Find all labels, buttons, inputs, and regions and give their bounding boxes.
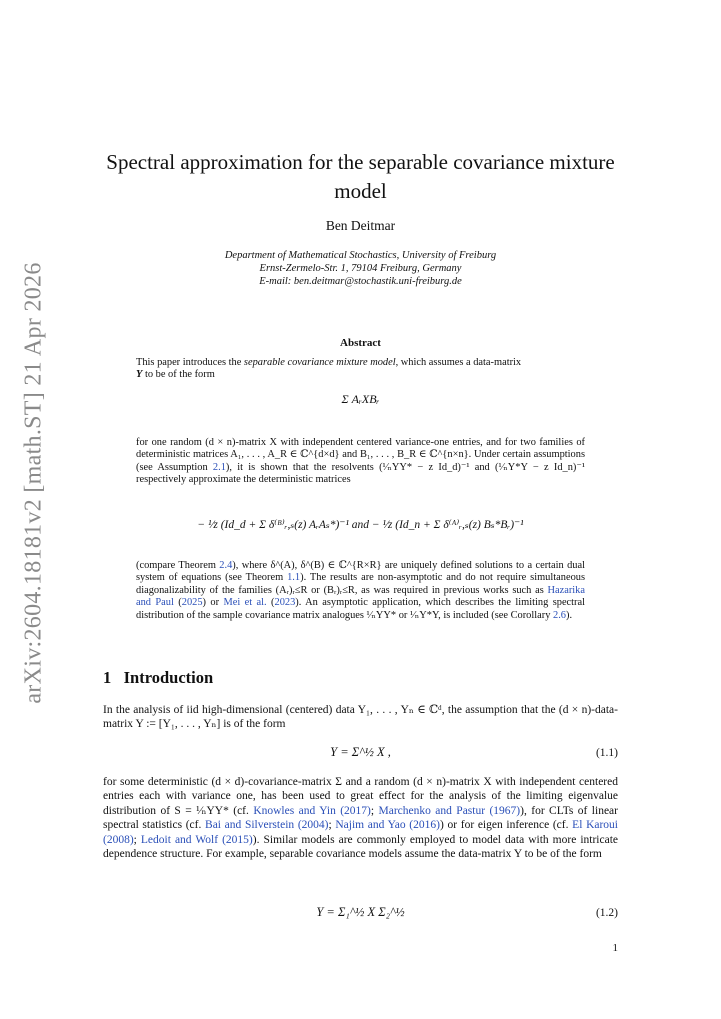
abstract-emphasis: separable covariance mixture model [243,357,396,368]
abstract-text: ) or [202,597,224,609]
abstract-text: ). An asymptotic application, which describes the limiting spectral distribution of the sample covariance matrix analogues ¹⁄ₙYY* or ¹⁄ₙY*Y, is included (see Corollary [136,597,586,621]
link-citation[interactable]: Bai and Silverstein (2004) [205,819,329,832]
link-citation[interactable]: Najim and Yao (2016) [335,819,440,832]
section-title: Introduction [123,668,214,687]
equation-text: − ¹⁄z (Id_d + Σ δ⁽ᴮ⁾ᵣ,ₛ(z) AᵣAₛ*)⁻¹ and − ¹⁄z (Id_n + Σ δ⁽ᴬ⁾ᵣ,ₛ(z) Bₛ*Bᵣ)⁻¹ [197,519,524,531]
paper-title [103,148,618,206]
arxiv-identifier-text: arXiv:2604.18181v2 [math.ST] 21 Apr 2026 [20,261,47,704]
author-name: Ben Deitmar [325,218,396,233]
abstract-heading: Abstract [340,337,381,349]
affiliation-email[interactable]: E-mail: ben.deitmar@stochastik.uni-freiburg.de [259,276,462,287]
abstract-text: ). The results are non-asymptotic and do not require simultaneous diagonalizability of the families (Aᵣ)ᵣ≤R or (Bᵣ)ᵣ≤R, as was required in previous works such as [136,572,585,596]
equation-1-1 [103,745,618,760]
equation-mixture-sum [103,392,618,407]
abstract-text: (compare Theorem [136,560,220,571]
equation-1-2 [103,905,618,920]
body-text: ; [328,819,336,832]
link-corollary[interactable]: 2.6 [553,609,566,621]
section-heading [103,668,213,688]
body-text: ; [370,804,379,817]
page-number: 1 [612,942,618,954]
body-text: ). Similar models are commonly employed to model data with more intricate dependence structure. For example, separable covariance models assume the data-matrix Y to be of the form [103,833,618,861]
equation-number: (1.2) [595,907,618,919]
link-citation[interactable]: Mei et al. [223,597,267,609]
link-citation[interactable]: Marchenko and Pastur (1967) [378,804,521,817]
affiliation-address: Ernst-Zermelo-Str. 1, 79104 Freiburg, Germany [259,263,462,274]
intro-paragraph-1: In the analysis of iid high-dimensional (centered) data Y₁, . . . , Yₙ ∈ ℂᵈ, the assumption that the (d × n)-data-matrix Y := [Y₁, . . . , Yₙ] is of the form [103,704,618,731]
abstract-text: This paper introduces the [136,357,244,368]
arxiv-identifier [16,261,52,704]
equation-text: Y = Σ^½ X , [330,745,391,759]
body-text: ), for CLTs of linear spectral statistics (cf. [103,804,618,832]
equation-deterministic-equivalents [103,517,618,531]
intro-paragraph-2 [103,775,618,861]
link-theorem[interactable]: 2.4 [219,560,233,571]
affiliation [103,249,618,288]
body-text: for some deterministic (d × d)-covariance-matrix Σ and a random (d × n)-matrix X with independent centered entries each with variance one, has been used to great effect for the analysis of the limiting eigenvalue distribution of S = ¹⁄ₙYY* (cf. [103,776,618,817]
equation-text: Y = Σ₁^½ X Σ₂^½ [316,905,405,919]
abstract-paragraph-3 [136,560,585,622]
abstract-text: ( [173,597,182,609]
body-text: ) or for eigen inference (cf. [439,819,573,832]
abstract-text: ). [566,609,573,621]
link-citation-year[interactable]: 2025 [181,597,203,609]
title-line-2: model [334,179,387,203]
link-citation[interactable]: Knowles and Yin (2017) [253,804,371,817]
title-line-1: Spectral approximation for the separable covariance mixture [106,150,615,174]
abstract-text: , which assumes a data-matrix [395,357,522,368]
equation-text: Σ AᵣXBᵣ [341,392,380,406]
abstract-paragraph-1: This paper introduces the separable covariance mixture model, which assumes a data-matrix Y to be of the form [136,357,522,381]
link-theorem[interactable]: 1.1 [287,572,301,584]
abstract-text: ( [266,597,275,609]
link-citation[interactable]: El Karoui (2008) [103,819,618,846]
body-text: ; [133,833,141,846]
section-number: 1 [103,668,112,687]
link-citation-year[interactable]: 2023 [274,597,296,609]
affiliation-department: Department of Mathematical Stochastics, University of Freiburg [224,250,497,261]
link-citation[interactable]: Ledoit and Wolf (2015) [140,833,253,846]
abstract-text: for one random (d × n)-matrix X with independent centered variance-one entries, and for two families of deterministic matrices A₁, . . . , A_R ∈ ℂ^{d×d} and B₁, . . . , B_R ∈ ℂ^{n×n}. Under certain assumptions (see Assumption [136,437,585,473]
abstract-text: ), where δ^(A), δ^(B) ∈ ℂ^{R×R} are uniquely defined solutions to a certain dual system of equations (see Theorem [136,560,585,584]
link-assumption[interactable]: 2.1 [212,461,226,473]
link-citation[interactable]: Hazarika and Paul [136,584,585,609]
equation-number: (1.1) [595,747,618,759]
abstract-text: ), it is shown that the resolvents (¹⁄ₙYY* − z Id_d)⁻¹ and (¹⁄ₙY*Y − z Id_n)⁻¹ respectively approximate the deterministic matrices [136,461,585,486]
abstract-paragraph-2 [136,437,585,487]
abstract-text: to be of the form [144,369,215,381]
